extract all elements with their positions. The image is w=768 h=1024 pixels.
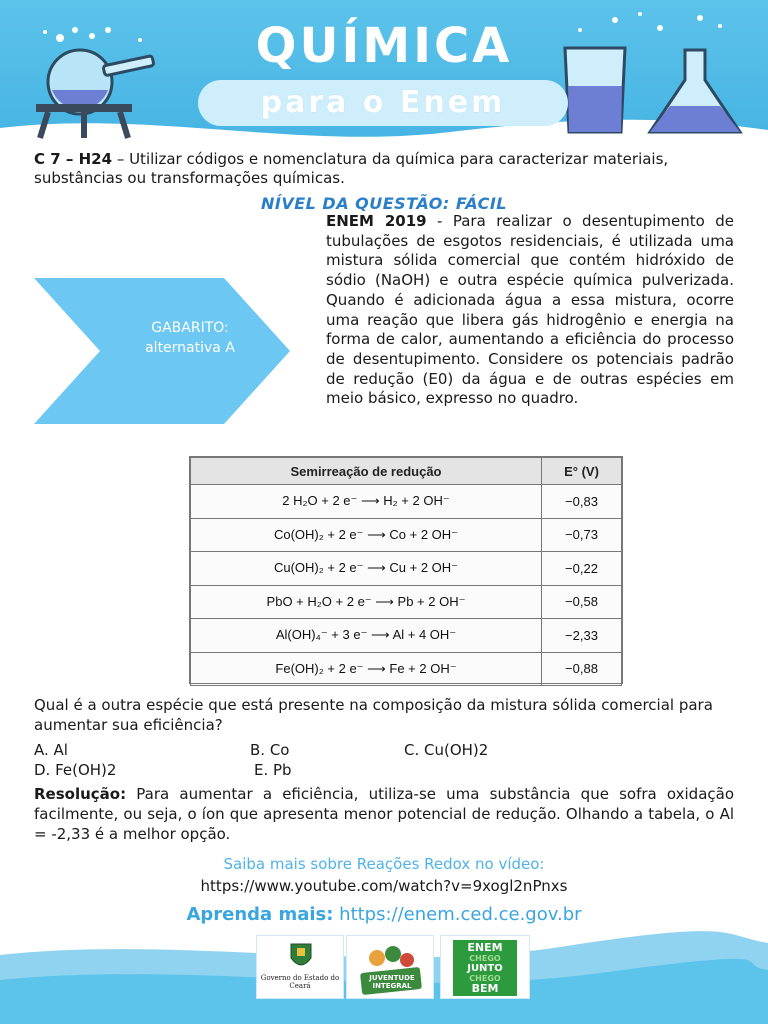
resolution-body: Para aumentar a eficiência, utiliza-se uma substância que sofra oxidação facilmente, ou seja, o íon que apresenta menor potencial de redução. Olhando a tabela, o Al = -2,33 é a melhor opção. <box>34 785 734 843</box>
enem-logo-line: CHEGO <box>469 974 501 983</box>
video-link[interactable]: https://www.youtube.com/watch?v=9xogl2nPnxs <box>200 877 568 895</box>
table-cell-potential: −0,88 <box>542 652 622 686</box>
gabarito-answer <box>100 318 280 358</box>
option-c: C. Cu(OH)2 <box>404 741 489 759</box>
juventude-integral-art <box>347 936 435 1000</box>
gabarito-label: GABARITO: <box>151 320 229 336</box>
learn-more-link[interactable]: https://enem.ced.ce.gov.br <box>333 904 582 925</box>
juventude-integral-logo <box>346 935 434 999</box>
enem-logo-line: BEM <box>471 982 499 995</box>
competencia-description: – Utilizar códigos e nomenclatura da química para caracterizar materiais, substâncias ou transformações químicas. <box>34 150 669 187</box>
question-body: - Para realizar o desentupimento de tubulações de esgotos residenciais, é utilizada uma mistura sólida comercial que contém hidróxido de sódio (NaOH) e outra espécie química pulverizada. Quando é adicionada água a essa mistura, ocorre uma reação que libera gás hidrogênio e energia na forma de calor, aumentando a eficiência do processo de desentupimento. Considere os potenciais padrão de redução (E0) da água e de outras espécies em meio básico, expresso no quadro. <box>326 212 734 408</box>
table-cell-reaction: Co(OH)₂ + 2 e⁻ ⟶ Co + 2 OH⁻ <box>191 518 542 552</box>
table-cell-reaction: 2 H₂O + 2 e⁻ ⟶ H₂ + 2 OH⁻ <box>191 485 542 519</box>
table-cell-reaction: Cu(OH)₂ + 2 e⁻ ⟶ Cu + 2 OH⁻ <box>191 552 542 586</box>
gabarito-value: alternativa A <box>145 340 235 356</box>
page-subtitle: para o Enem <box>260 85 506 120</box>
table-row <box>191 485 622 519</box>
option-d: D. Fe(OH)2 <box>34 761 117 779</box>
competencia-text <box>34 150 734 188</box>
enem-logo-square <box>453 940 517 996</box>
enem-chego-junto-logo <box>440 935 530 999</box>
competencia-code: C 7 – H24 <box>34 150 113 168</box>
option-a: A. Al <box>34 741 68 759</box>
resolution-label: Resolução: <box>34 785 127 803</box>
table-row <box>191 552 622 586</box>
table-cell-potential: −0,83 <box>542 485 622 519</box>
page-title: QUÍMICA <box>255 18 513 74</box>
option-b: B. Co <box>250 741 290 759</box>
learn-more <box>0 904 768 925</box>
question-source: ENEM 2019 <box>326 212 427 230</box>
table-header-potential: E° (V) <box>542 458 622 485</box>
table-cell-potential: −0,73 <box>542 518 622 552</box>
table-row <box>191 585 622 619</box>
question-statement <box>326 212 734 409</box>
reduction-potentials-table <box>189 456 623 684</box>
table-header-reaction: Semirreação de redução <box>191 458 542 485</box>
juventude-integral-text: JUVENTUDE INTEGRAL <box>369 974 415 990</box>
enem-logo-line: JUNTO <box>467 963 503 974</box>
enem-logo-line: ENEM <box>467 941 503 954</box>
table-cell-reaction: PbO + H₂O + 2 e⁻ ⟶ Pb + 2 OH⁻ <box>191 585 542 619</box>
table-cell-potential: −0,58 <box>542 585 622 619</box>
question-prompt: Qual é a outra espécie que está presente na composição da mistura sólida comercial para aumentar sua eficiência? <box>34 696 713 734</box>
difficulty-level: NÍVEL DA QUESTÃO: FÁCIL <box>261 194 507 213</box>
video-intro: Saiba mais sobre Reações Redox no vídeo: <box>223 855 545 873</box>
table-row <box>191 518 622 552</box>
table-row <box>191 652 622 686</box>
table-cell-reaction: Fe(OH)₂ + 2 e⁻ ⟶ Fe + 2 OH⁻ <box>191 652 542 686</box>
coat-of-arms-icon <box>289 942 313 972</box>
option-e: E. Pb <box>254 761 292 779</box>
enem-logo-line: CHEGO <box>469 954 501 963</box>
table-cell-potential: −0,22 <box>542 552 622 586</box>
table-cell-reaction: Al(OH)₄⁻ + 3 e⁻ ⟶ Al + 4 OH⁻ <box>191 619 542 653</box>
governo-ceara-text: Governo do Estado do Ceará <box>260 974 340 990</box>
table-header-row <box>191 458 622 485</box>
table-cell-potential: −2,33 <box>542 619 622 653</box>
table-row <box>191 619 622 653</box>
header-banner <box>0 0 768 148</box>
governo-ceara-logo <box>256 935 344 999</box>
learn-more-label: Aprenda mais: <box>186 904 334 925</box>
resolution-text <box>34 784 734 844</box>
